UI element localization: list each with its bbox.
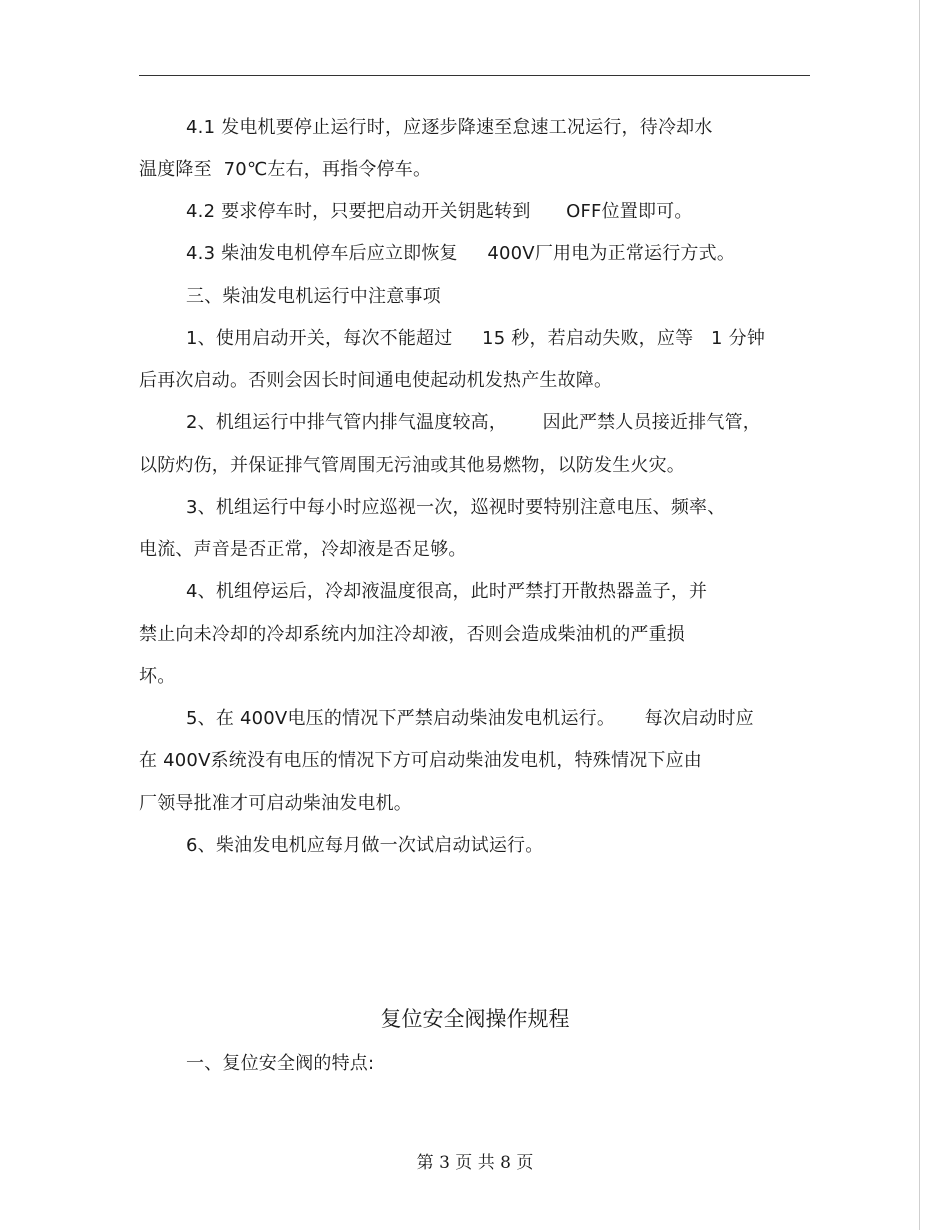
section-heading-three: 三、柴油发电机运行中注意事项 xyxy=(186,286,441,307)
item-3-line-2: 电流、声音是否正常，冷却液是否足够。 xyxy=(139,539,467,560)
header-rule xyxy=(139,75,810,76)
section-heading-one: 一、复位安全阀的特点: xyxy=(186,1053,375,1074)
paragraph-4-1-line-1: 4.1 发电机要停止运行时，应逐步降速至怠速工况运行，待冷却水 xyxy=(186,117,713,138)
paragraph-4-2: 4.2 要求停车时，只要把启动开关钥匙转到 OFF位置即可。 xyxy=(186,201,693,222)
item-4-line-2: 禁止向未冷却的冷却系统内加注冷却液，否则会造成柴油机的严重损 xyxy=(139,624,685,645)
item-5-line-1: 5、在 400V电压的情况下严禁启动柴油发电机运行。 每次启动时应 xyxy=(186,708,754,729)
section-title: 复位安全阀操作规程 xyxy=(380,1007,570,1031)
page-edge-divider xyxy=(919,0,920,1230)
item-4-line-1: 4、机组停运后，冷却液温度很高，此时严禁打开散热器盖子，并 xyxy=(186,581,708,602)
item-5-line-2: 在 400V系统没有电压的情况下方可启动柴油发电机，特殊情况下应由 xyxy=(139,750,702,771)
item-1-line-2: 后再次启动。否则会因长时间通电使起动机发热产生故障。 xyxy=(139,370,613,391)
item-1-line-1: 1、使用启动开关，每次不能超过 15 秒，若启动失败，应等 1 分钟 xyxy=(186,328,766,349)
item-3-line-1: 3、机组运行中每小时应巡视一次，巡视时要特别注意电压、频率、 xyxy=(186,497,726,518)
paragraph-4-1-line-2: 温度降至 70℃左右，再指令停车。 xyxy=(139,159,432,180)
item-2-line-1: 2、机组运行中排气管内排气温度较高， 因此严禁人员接近排气管， xyxy=(186,412,761,433)
page-footer: 第 3 页 共 8 页 xyxy=(416,1153,534,1173)
paragraph-4-3: 4.3 柴油发电机停车后应立即恢复 400V厂用电为正常运行方式。 xyxy=(186,243,736,264)
item-2-line-2: 以防灼伤，并保证排气管周围无污油或其他易燃物，以防发生火灾。 xyxy=(139,455,685,476)
item-5-line-3: 厂领导批准才可启动柴油发电机。 xyxy=(139,793,412,814)
item-4-line-3: 坏。 xyxy=(139,666,176,687)
item-6: 6、柴油发电机应每月做一次试启动试运行。 xyxy=(186,835,544,856)
